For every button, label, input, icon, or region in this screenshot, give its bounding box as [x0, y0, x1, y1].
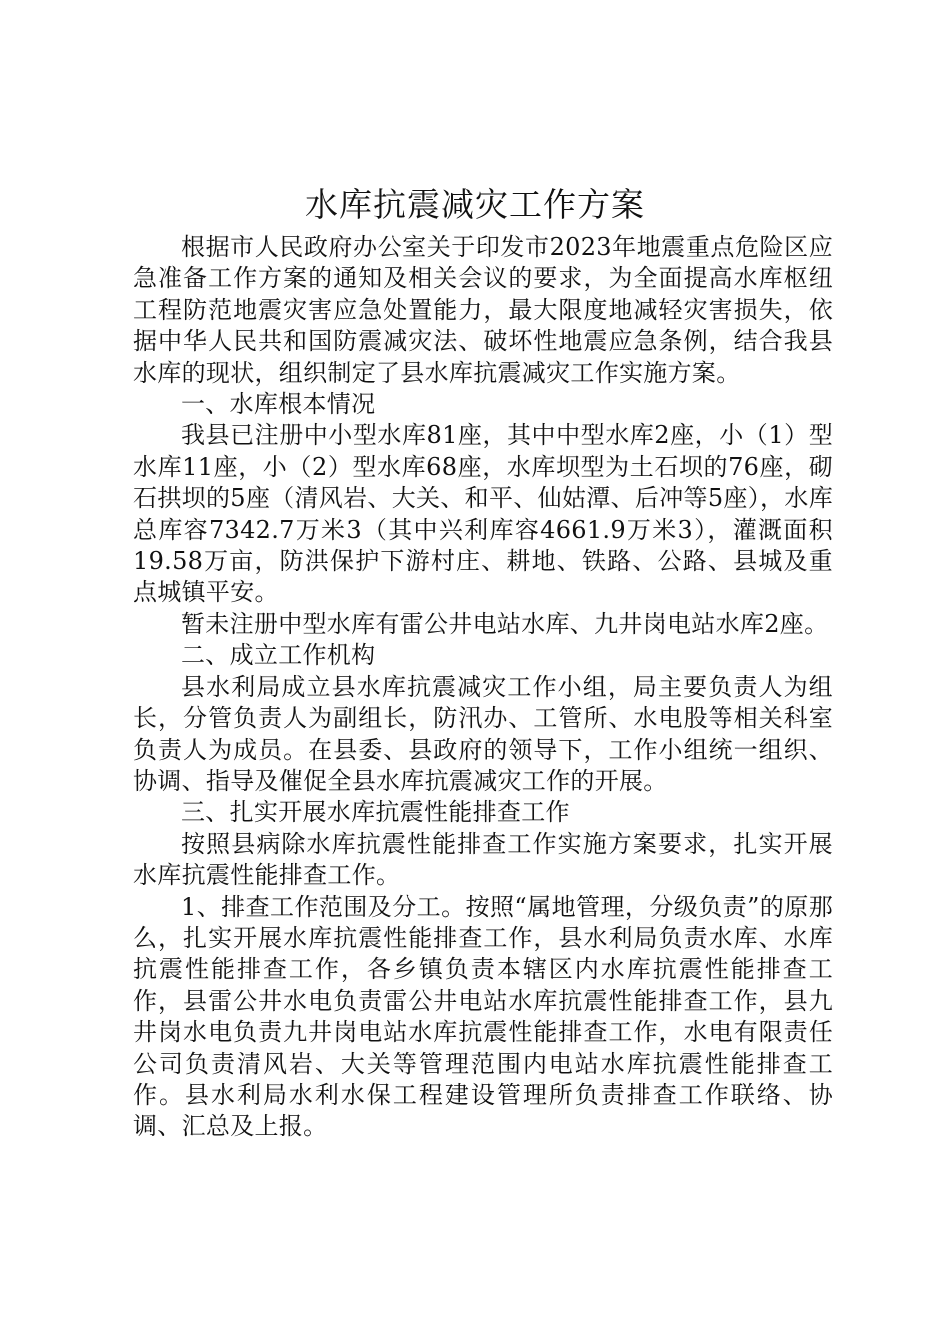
- reservoir-overview-paragraph: 我县已注册中小型水库81座，其中中型水库2座，小（1）型水库11座，小（2）型水库68座，水库坝型为土石坝的76座，砌石拱坝的5座（清风岩、大关、和平、仙姑潭、后冲等5座），水库总库容7342.7万米3（其中兴利库容4661.9万米3），灌溉面积19.58万亩，防洪保护下游村庄、耕地、铁路、公路、县城及重点城镇平安。: [133, 421, 833, 607]
- section-heading-3: 三、扎实开展水库抗震性能排查工作: [181, 798, 570, 827]
- document-body: [133, 232, 833, 1143]
- section-heading-1: 一、水库根本情况: [181, 390, 376, 419]
- unregistered-reservoir-paragraph: 暂未注册中型水库有雷公井电站水库、九井岗电站水库2座。: [181, 609, 829, 638]
- intro-paragraph: 根据市人民政府办公室关于印发市2023年地震重点危险区应急准备工作方案的通知及相关会议的要求，为全面提高水库枢纽工程防范地震灾害应急处置能力，最大限度地减轻灾害损失，依据中华人民共和国防震减灾法、破坏性地震应急条例，结合我县水库的现状，组织制定了县水库抗震减灾工作实施方案。: [133, 233, 833, 387]
- inspection-requirement-paragraph: 按照县病除水库抗震性能排查工作实施方案要求，扎实开展水库抗震性能排查工作。: [133, 829, 833, 890]
- inspection-scope-paragraph: 1、排查工作范围及分工。按照“属地管理，分级负责”的原那么，扎实开展水库抗震性能排查工作，县水利局负责水库、水库抗震性能排查工作，各乡镇负责本辖区内水库抗震性能排查工作，县雷公井水电负责雷公井电站水库抗震性能排查工作，县九井岗水电负责九井岗电站水库抗震性能排查工作，水电有限责任公司负责清风岩、大关等管理范围内电站水库抗震性能排查工作。县水利局水利水保工程建设管理所负责排查工作联络、协调、汇总及上报。: [133, 892, 833, 1141]
- document-title: 水库抗震减灾工作方案: [305, 185, 645, 224]
- work-organization-paragraph: 县水利局成立县水库抗震减灾工作小组，局主要负责人为组长，分管负责人为副组长，防汛办、工管所、水电股等相关科室负责人为成员。在县委、县政府的领导下，工作小组统一组织、协调、指导及催促全县水库抗震减灾工作的开展。: [133, 672, 833, 795]
- section-heading-2: 二、成立工作机构: [181, 641, 376, 670]
